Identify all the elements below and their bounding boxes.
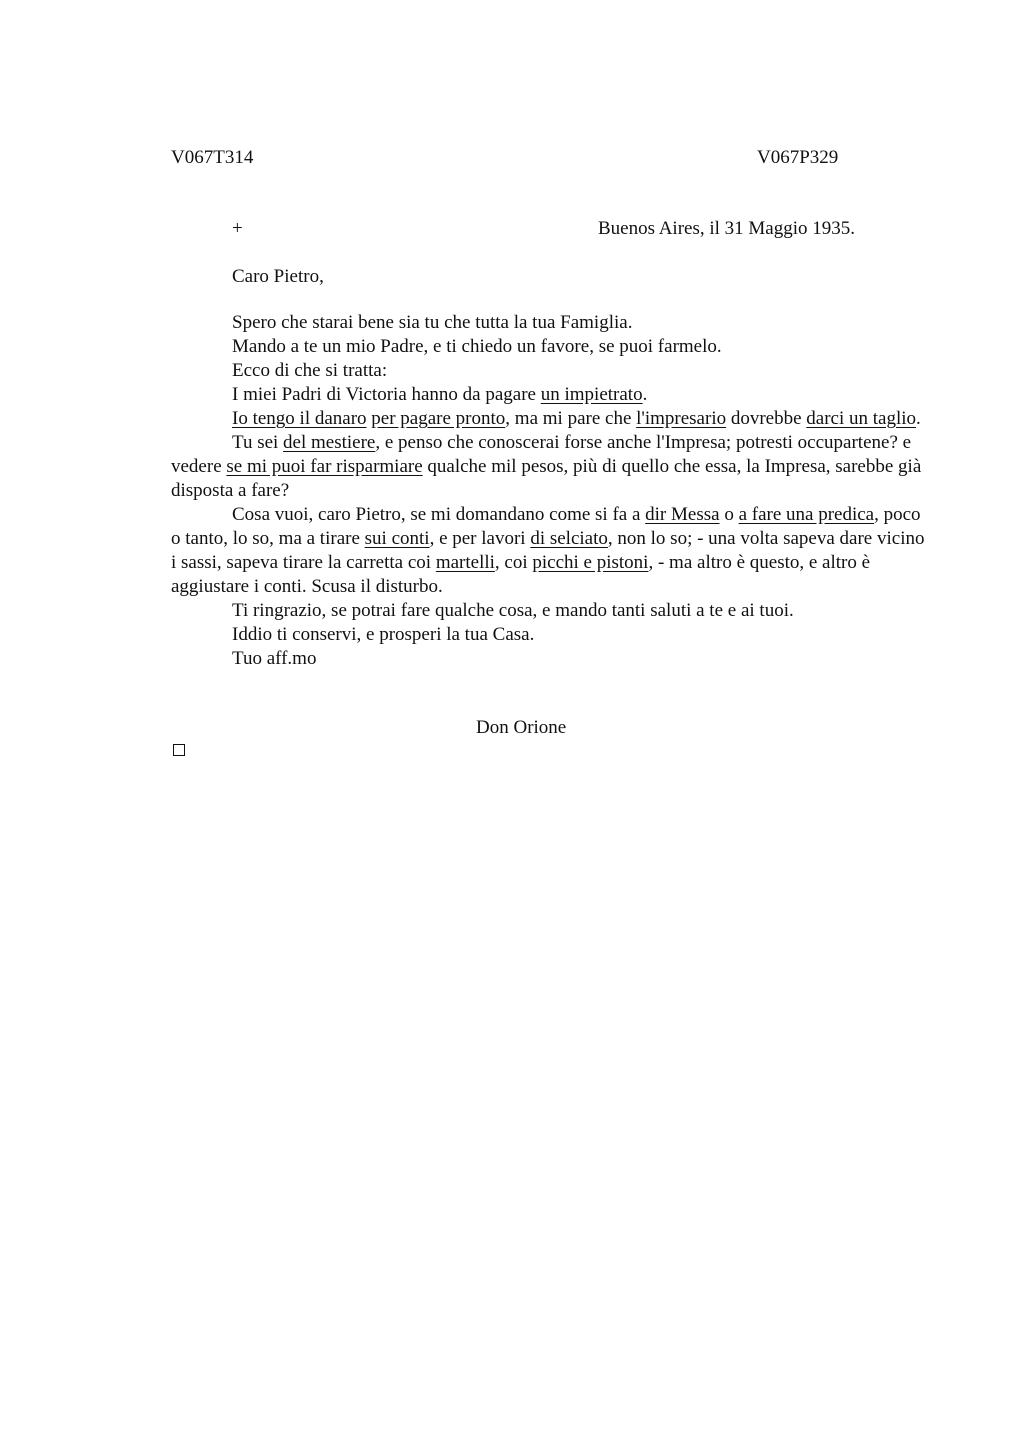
text-run: qualche mil pesos, più di quello che essa, la Impresa, sarebbe già disposta a fare? [171, 456, 922, 501]
text-run: , - ma altro è questo, e altro è aggiustare i conti. Scusa il disturbo. [171, 552, 871, 597]
text-run: Spero che starai bene sia tu che tutta la tua Famiglia. [232, 312, 633, 333]
letter-paragraph [171, 311, 931, 335]
underlined-text: martelli [435, 552, 495, 573]
underlined-text: picchi e pistoni [532, 552, 649, 573]
text-run: , e penso che conoscerai forse anche l'Impresa; potresti occupartene? e vedere [171, 432, 912, 477]
underlined-text: a fare una predica [738, 504, 875, 525]
letter-paragraph [171, 335, 931, 359]
underlined-text: sui conti [364, 528, 430, 549]
underlined-text: darci un taglio [806, 408, 917, 429]
letter-paragraph [171, 383, 931, 407]
salutation: Caro Pietro, [232, 266, 324, 287]
letter-paragraph [171, 623, 931, 647]
text-run: , poco o tanto, lo so, ma a tirare [171, 504, 921, 549]
letter-paragraph [171, 503, 931, 599]
text-run: . [642, 384, 648, 405]
text-run: Cosa vuoi, caro Pietro, se mi domandano come si fa a [232, 504, 646, 525]
underlined-text: un impietrato [540, 384, 643, 405]
text-run: o [719, 504, 739, 525]
cross-symbol: + [232, 218, 243, 239]
text-run: Tuo aff.mo [232, 648, 317, 669]
left-document-code: V067T314 [171, 147, 254, 168]
text-run: I miei Padri di Victoria hanno da pagare [232, 384, 541, 405]
text-run: , ma mi pare che [505, 408, 637, 429]
letter-paragraph [171, 647, 931, 671]
place-date: Buenos Aires, il 31 Maggio 1935. [598, 218, 856, 239]
text-run: , coi [494, 552, 533, 573]
checkbox-square-icon [173, 744, 185, 756]
text-run: Tu sei [232, 432, 284, 453]
underlined-text: se mi puoi far risparmiare [226, 456, 423, 477]
underlined-text: di selciato [530, 528, 608, 549]
text-run: dovrebbe [726, 408, 807, 429]
text-run: Ti ringrazio, se potrai fare qualche cosa, e mando tanti saluti a te e ai tuoi. [232, 600, 794, 621]
letter-paragraph [171, 431, 931, 503]
letter-paragraph [171, 407, 931, 431]
text-run: . [916, 408, 921, 429]
text-run: , non lo so; - una volta sapeva dare vicino i sassi, sapeva tirare la carretta coi [171, 528, 925, 573]
underlined-text: l'impresario [636, 408, 727, 429]
underlined-text: del mestiere [283, 432, 376, 453]
text-run: Iddio ti conservi, e prosperi la tua Casa. [232, 624, 535, 645]
underlined-text: Io tengo il danaro [232, 408, 367, 429]
signature: Don Orione [476, 717, 567, 738]
letter-paragraph [171, 599, 931, 623]
letter-paragraph [171, 359, 931, 383]
underlined-text: per pagare pronto [371, 408, 506, 429]
text-run: , e per lavori [429, 528, 531, 549]
letter-body [171, 311, 931, 671]
text-run: Mando a te un mio Padre, e ti chiedo un favore, se puoi farmelo. [232, 336, 722, 357]
right-document-code: V067P329 [757, 147, 839, 168]
underlined-text: dir Messa [645, 504, 720, 525]
text-run: Ecco di che si tratta: [232, 360, 388, 381]
